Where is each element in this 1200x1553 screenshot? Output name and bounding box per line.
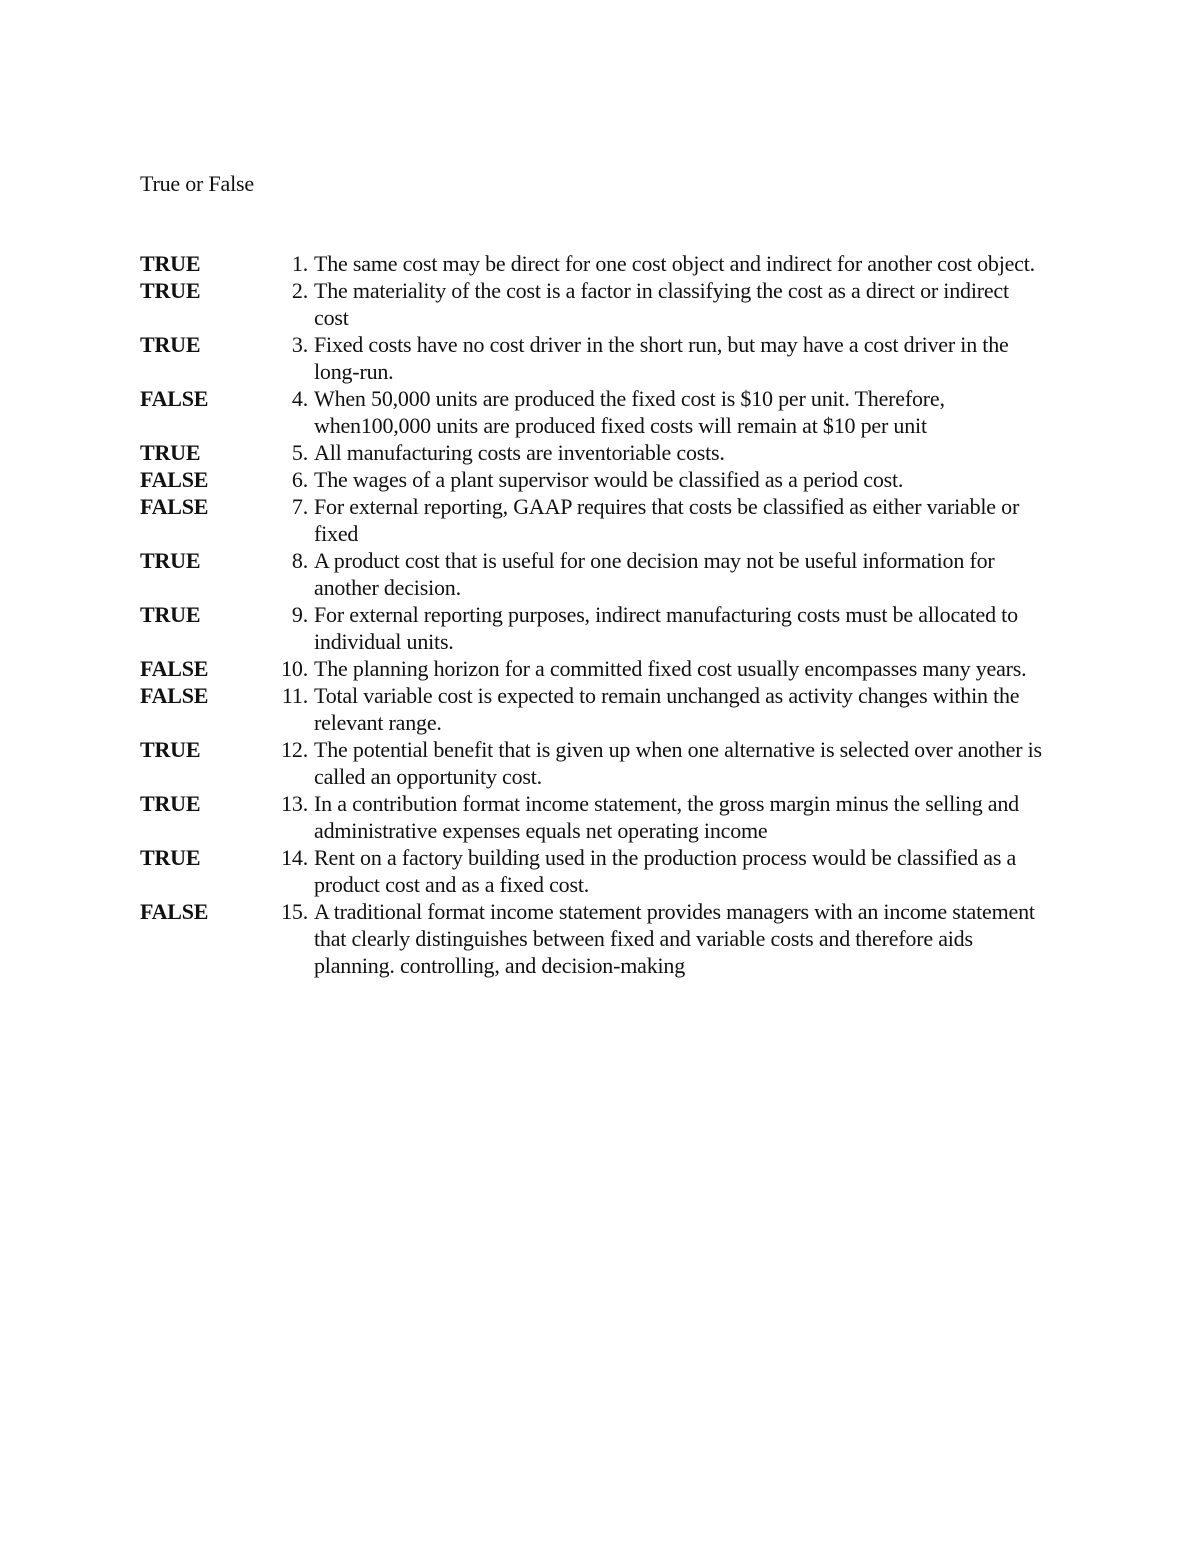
- question-text: Total variable cost is expected to remain unchanged as activity changes within the relevant range.: [314, 683, 1020, 735]
- answer-label: TRUE: [140, 845, 201, 870]
- question-row: [140, 331, 1060, 385]
- question-text: For external reporting purposes, indirect manufacturing costs must be allocated to individual units.: [314, 602, 1018, 654]
- question-row: [140, 790, 1060, 844]
- answer-label: FALSE: [140, 656, 209, 681]
- question-number: 1.: [291, 251, 308, 276]
- question-row: [140, 493, 1060, 547]
- question-number: 14.: [281, 845, 308, 870]
- answer-label: FALSE: [140, 683, 209, 708]
- answer-label: TRUE: [140, 332, 201, 357]
- answer-label: TRUE: [140, 251, 201, 276]
- question-number: 11.: [281, 683, 308, 708]
- question-number: 12.: [281, 737, 308, 762]
- question-number: 10.: [281, 656, 308, 681]
- question-text: A traditional format income statement provides managers with an income statement that clearly distinguishes between fixed and variable costs and therefore aids planning. controlling, and decision-making: [314, 899, 1035, 978]
- page-title: True or False: [140, 171, 254, 196]
- question-row: [140, 385, 1060, 439]
- question-row: [140, 655, 1060, 682]
- question-text: Rent on a factory building used in the production process would be classified as a product cost and as a fixed cost.: [314, 845, 1017, 897]
- answer-label: FALSE: [140, 467, 209, 492]
- question-text: When 50,000 units are produced the fixed cost is $10 per unit. Therefore, when100,000 units are produced fixed costs will remain at $10 per unit: [314, 386, 945, 438]
- answer-label: TRUE: [140, 440, 201, 465]
- question-text: Fixed costs have no cost driver in the short run, but may have a cost driver in the long-run.: [314, 332, 1009, 384]
- answer-label: TRUE: [140, 791, 201, 816]
- answer-label: TRUE: [140, 737, 201, 762]
- answer-label: FALSE: [140, 899, 209, 924]
- question-row: [140, 736, 1060, 790]
- question-row: [140, 682, 1060, 736]
- question-row: [140, 601, 1060, 655]
- question-number: 8.: [291, 548, 308, 573]
- question-number: 6.: [291, 467, 308, 492]
- question-text: The wages of a plant supervisor would be classified as a period cost.: [314, 467, 904, 492]
- answer-label: TRUE: [140, 548, 201, 573]
- question-row: [140, 466, 1060, 493]
- answer-label: TRUE: [140, 602, 201, 627]
- question-number: 9.: [291, 602, 308, 627]
- answer-label: FALSE: [140, 494, 209, 519]
- question-text: For external reporting, GAAP requires that costs be classified as either variable or fixed: [314, 494, 1020, 546]
- question-row: [140, 547, 1060, 601]
- question-text: The same cost may be direct for one cost object and indirect for another cost object.: [314, 251, 1035, 276]
- question-number: 3.: [291, 332, 308, 357]
- question-text: A product cost that is useful for one decision may not be useful information for another decision.: [314, 548, 995, 600]
- answer-label: TRUE: [140, 278, 201, 303]
- question-row: [140, 439, 1060, 466]
- question-text: In a contribution format income statement, the gross margin minus the selling and administrative expenses equals net operating income: [314, 791, 1019, 843]
- question-text: The planning horizon for a committed fixed cost usually encompasses many years.: [314, 656, 1027, 681]
- question-number: 2.: [291, 278, 308, 303]
- question-list: [140, 250, 1060, 979]
- question-number: 7.: [291, 494, 308, 519]
- question-number: 15.: [281, 899, 308, 924]
- question-row: [140, 250, 1060, 277]
- question-text: All manufacturing costs are inventoriable costs.: [314, 440, 725, 465]
- question-text: The materiality of the cost is a factor in classifying the cost as a direct or indirect cost: [314, 278, 1009, 330]
- answer-label: FALSE: [140, 386, 209, 411]
- question-row: [140, 844, 1060, 898]
- question-number: 4.: [291, 386, 308, 411]
- question-number: 13.: [281, 791, 308, 816]
- question-number: 5.: [291, 440, 308, 465]
- question-row: [140, 898, 1060, 979]
- question-row: [140, 277, 1060, 331]
- question-text: The potential benefit that is given up when one alternative is selected over another is called an opportunity cost.: [314, 737, 1042, 789]
